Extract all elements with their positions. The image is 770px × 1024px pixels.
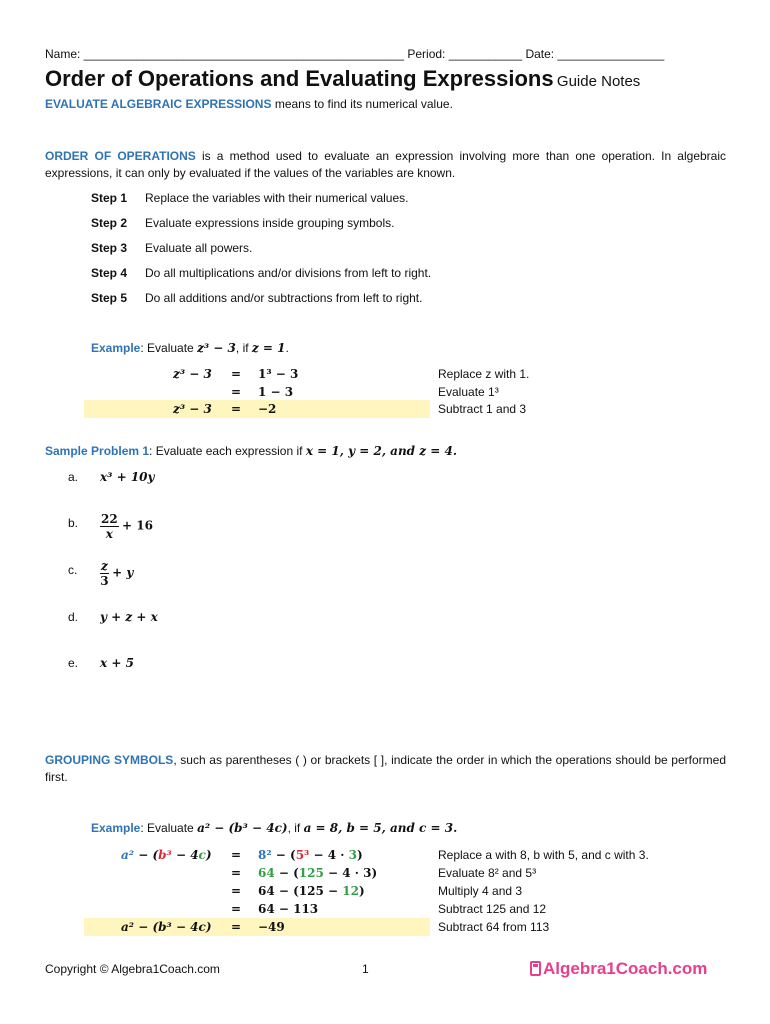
step-text: Evaluate all powers. (145, 241, 253, 255)
fraction (100, 559, 109, 588)
copyright: Copyright © Algebra1Coach.com (45, 962, 220, 976)
fraction (100, 512, 119, 541)
ex2-note: Multiply 4 and 3 (438, 884, 523, 898)
page-title (45, 66, 640, 92)
example-condition: a = 8, b = 5, and c = 3. (303, 821, 458, 835)
grouping-symbols-paragraph (45, 752, 726, 786)
fraction-rest: + y (112, 565, 134, 580)
intro-text: means to find its numerical value. (271, 97, 453, 111)
calculator-icon (530, 961, 541, 976)
ex2-eq: = (231, 884, 242, 898)
ex1-rhs: 1 − 3 (258, 385, 294, 399)
ex1-eq: = (231, 385, 242, 399)
title-text: Order of Operations and Evaluating Expressions (45, 66, 554, 91)
example-expression: z³ − 3 (197, 341, 236, 355)
item-letter: b. (68, 516, 79, 530)
step-text: Replace the variables with their numerical values. (145, 191, 409, 205)
example-prompt-text: , if (235, 341, 252, 355)
item-letter: e. (68, 656, 79, 670)
ex1-note: Subtract 1 and 3 (438, 402, 527, 416)
grouping-text: , such as parentheses ( ) or brackets [ ], indicate the order in which the operations should be performed first. (45, 753, 726, 784)
ex2-rhs: 64 − (125 − 4 · 3) (258, 866, 378, 880)
sample-problem-text: : Evaluate each expression if (149, 444, 306, 458)
fraction-rest: + 16 (122, 518, 153, 533)
example2-prompt (91, 821, 457, 835)
brand-logo (530, 959, 707, 979)
fraction-numerator: z (101, 559, 108, 573)
intro-definition (45, 97, 453, 111)
ex2-lhs: a² − (b³ − 4c) (121, 920, 212, 934)
ex2-note: Evaluate 8² and 5³ (438, 866, 537, 880)
ex1-note: Evaluate 1³ (438, 385, 499, 399)
ex2-note: Replace a with 8, b with 5, and c with 3. (438, 848, 649, 862)
fraction-denominator: x (105, 527, 113, 541)
step-row (91, 291, 127, 305)
item-letter: d. (68, 610, 79, 624)
ex2-eq: = (231, 866, 242, 880)
item-expression: y + z + x (100, 610, 158, 624)
ex2-rhs: 64 − 113 (258, 902, 319, 916)
item-expression (100, 512, 153, 541)
step-text: Do all multiplications and/or divisions from left to right. (145, 266, 432, 280)
example-label: Example (91, 341, 141, 355)
sample-problem-prompt (45, 444, 457, 458)
step-row (91, 216, 127, 230)
step-text: Evaluate expressions inside grouping symbols. (145, 216, 395, 230)
example-expression: a² − (b³ − 4c) (197, 821, 288, 835)
ex1-rhs: −2 (258, 402, 277, 416)
example-label: Example (91, 821, 141, 835)
step-row (91, 191, 127, 205)
ex2-lhs: a² − (b³ − 4c) (121, 848, 212, 862)
step-label: Step 3 (91, 241, 128, 255)
ex2-rhs: 64 − (125 − 12) (258, 884, 365, 898)
page-number: 1 (362, 962, 369, 976)
subtitle-text: Guide Notes (556, 73, 641, 90)
sample-problem-label: Sample Problem 1 (45, 444, 150, 458)
ex1-rhs: 1³ − 3 (258, 367, 299, 381)
fraction-denominator: 3 (100, 574, 109, 588)
fraction-numerator: 22 (101, 512, 118, 526)
ex1-eq: = (231, 402, 242, 416)
step-label: Step 1 (91, 191, 128, 205)
ex1-note: Replace z with 1. (438, 367, 530, 381)
example-prompt-text: : Evaluate (140, 341, 198, 355)
answer-highlight (84, 400, 430, 418)
ex1-lhs: z³ − 3 (173, 402, 212, 416)
step-text: Do all additions and/or subtractions from left to right. (145, 291, 423, 305)
example-condition: z = 1 (251, 341, 286, 355)
ex2-note: Subtract 125 and 12 (438, 902, 547, 916)
name-period-date-line: Name: ________________________________________________ Period: ___________ Date: ________________ (45, 47, 665, 61)
ex2-eq: = (231, 920, 242, 934)
item-expression: x + 5 (100, 656, 134, 670)
order-ops-text: is a method used to evaluate an expression involving more than one operation. In algebraic expressions, it can only by evaluated if the values of the variables are known. (45, 149, 726, 180)
ex1-eq: = (231, 367, 242, 381)
item-expression: x³ + 10y (100, 470, 155, 484)
sample-problem-conditions: x = 1, y = 2, and z = 4. (305, 444, 457, 458)
ex2-eq: = (231, 902, 242, 916)
step-label: Step 2 (91, 216, 128, 230)
item-letter: c. (68, 563, 78, 577)
ex1-lhs: z³ − 3 (173, 367, 212, 381)
item-letter: a. (68, 470, 79, 484)
item-expression (100, 559, 133, 588)
step-row (91, 266, 127, 280)
ex2-eq: = (231, 848, 242, 862)
example-prompt-text: , if (287, 821, 304, 835)
step-label: Step 4 (91, 266, 128, 280)
ex2-rhs: 8² − (5³ − 4 · 3) (258, 848, 363, 862)
term-order-of-operations: ORDER OF OPERATIONS (45, 149, 196, 163)
example-prompt-text: . (285, 341, 289, 355)
brand-text: Algebra1Coach.com (543, 959, 708, 978)
example-prompt-text: : Evaluate (140, 821, 198, 835)
term-evaluate: EVALUATE ALGEBRAIC EXPRESSIONS (45, 97, 272, 111)
ex2-rhs: −49 (258, 920, 285, 934)
step-row (91, 241, 127, 255)
example1-prompt (91, 341, 289, 355)
term-grouping-symbols: GROUPING SYMBOLS (45, 753, 174, 767)
ex2-note: Subtract 64 from 113 (438, 920, 550, 934)
order-of-operations-paragraph (45, 148, 726, 182)
step-label: Step 5 (91, 291, 128, 305)
